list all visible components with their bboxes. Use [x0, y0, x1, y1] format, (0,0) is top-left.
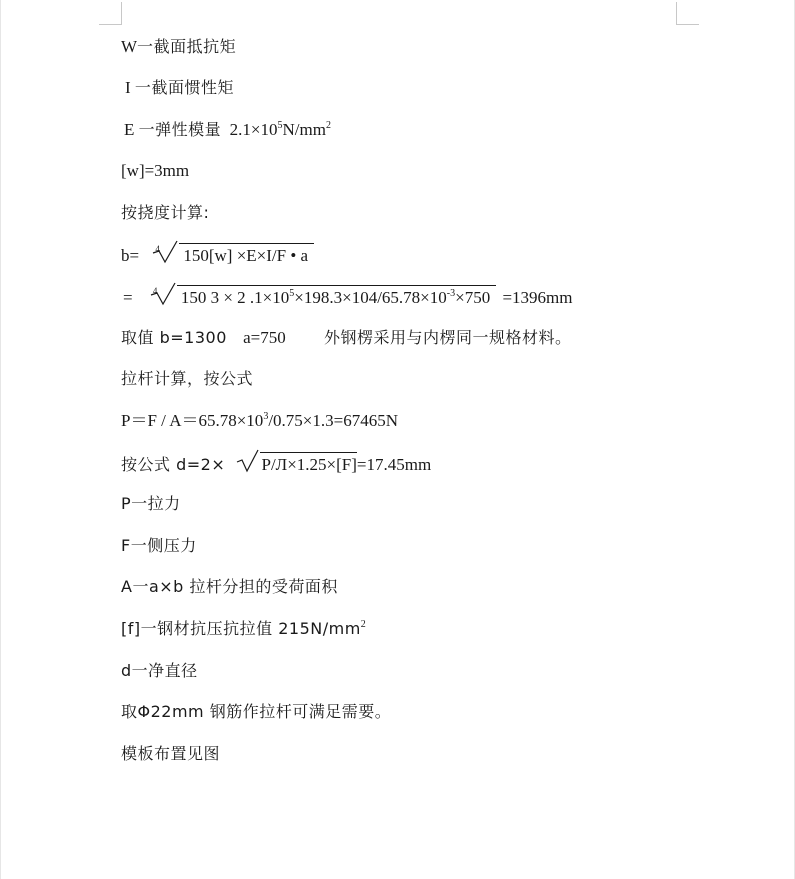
definition-f-strength: [121, 618, 366, 640]
layout-reference: [121, 743, 220, 765]
formula-d: [121, 452, 431, 476]
definition-text: A一a×b 拉杆分担的受荷面积: [121, 577, 338, 596]
exponent: 5: [289, 288, 295, 299]
definition-text: 弹性模量: [155, 120, 222, 139]
value-selection: [121, 327, 572, 349]
formula-b: [121, 243, 314, 267]
formula-prefix: b=: [121, 246, 140, 265]
exponent: 5: [277, 120, 283, 131]
definition-text: P一拉力: [121, 494, 181, 513]
radical-sign-icon: [151, 239, 179, 263]
root-index: 4: [152, 286, 158, 296]
definition-i: [121, 77, 234, 99]
definition-text: 截面抵抗矩: [153, 37, 237, 56]
b-value: 取值 b=1300: [121, 328, 227, 347]
page-corner-mark-left: [99, 2, 122, 25]
definition-text: [f]一钢材抗压抗拉值 215N/mm: [121, 619, 361, 638]
definition-text: F一侧压力: [121, 536, 197, 555]
allowable-deflection: [121, 160, 189, 182]
definition-p: [121, 493, 181, 515]
formula-p: [121, 410, 398, 432]
radicand-part: 150 3 × 2 .1×10: [180, 288, 290, 307]
tie-rod-conclusion: [121, 701, 391, 723]
modulus-value: 2.1×10: [229, 120, 278, 139]
dash: 一: [138, 120, 156, 139]
symbol: I: [125, 78, 131, 97]
definition-f: [121, 535, 197, 557]
formula-part: /0.75×1.3=67465N: [268, 411, 398, 430]
root-index: 4: [155, 244, 160, 254]
formula-prefix: =: [123, 288, 133, 307]
definition-d: [121, 660, 198, 682]
dash: 一: [134, 78, 152, 97]
conclusion-text: 取Φ22mm 钢筋作拉杆可满足需要。: [121, 702, 392, 721]
radicand: [177, 285, 496, 309]
deflection-text: [w]=3mm: [121, 161, 190, 180]
definition-w: [121, 36, 236, 58]
formula-result: =17.45mm: [356, 455, 432, 474]
radicand-part: ×750: [455, 288, 491, 307]
radicand: P/Л×1.25×[F]: [260, 452, 357, 476]
radical-sign-icon: [236, 448, 260, 472]
heading-text: 按挠度计算:: [121, 203, 210, 222]
exponent: 3: [263, 411, 269, 422]
exponent: -3: [446, 288, 456, 299]
section-heading-deflection: [121, 202, 209, 224]
definition-text: d一净直径: [121, 661, 198, 680]
radicand-part: ×198.3×104/65.78×10: [294, 288, 447, 307]
symbol: W: [121, 37, 138, 56]
dash: 一: [137, 37, 154, 56]
exponent: 2: [360, 619, 366, 630]
section-heading-tie-rod: [121, 368, 253, 390]
formula-b-evaluation: [121, 285, 573, 309]
unit-exponent: 2: [325, 120, 331, 131]
radical-sign-icon: [149, 281, 177, 305]
radicand: 150[w] ×E×I/F • a: [179, 243, 314, 267]
heading-text: 拉杆计算，按公式: [121, 369, 254, 388]
definition-a: [121, 576, 338, 598]
formula-result: =1396mm: [502, 288, 573, 307]
definition-e: [121, 119, 331, 141]
fourth-root: [149, 285, 496, 309]
formula-prefix: 按公式 d=2×: [121, 455, 226, 474]
reference-text: 模板布置见图: [121, 744, 221, 763]
page-corner-mark-right: [676, 2, 699, 25]
a-value: a=750: [243, 328, 286, 347]
material-note: 外钢楞采用与内楞同一规格材料。: [324, 328, 572, 347]
symbol: E: [124, 120, 135, 139]
square-root: [236, 452, 357, 476]
formula-part: P＝F / A＝65.78×10: [121, 411, 264, 430]
modulus-unit: N/mm: [282, 120, 326, 139]
fourth-root: [151, 243, 314, 267]
definition-text: 截面惯性矩: [151, 78, 234, 97]
